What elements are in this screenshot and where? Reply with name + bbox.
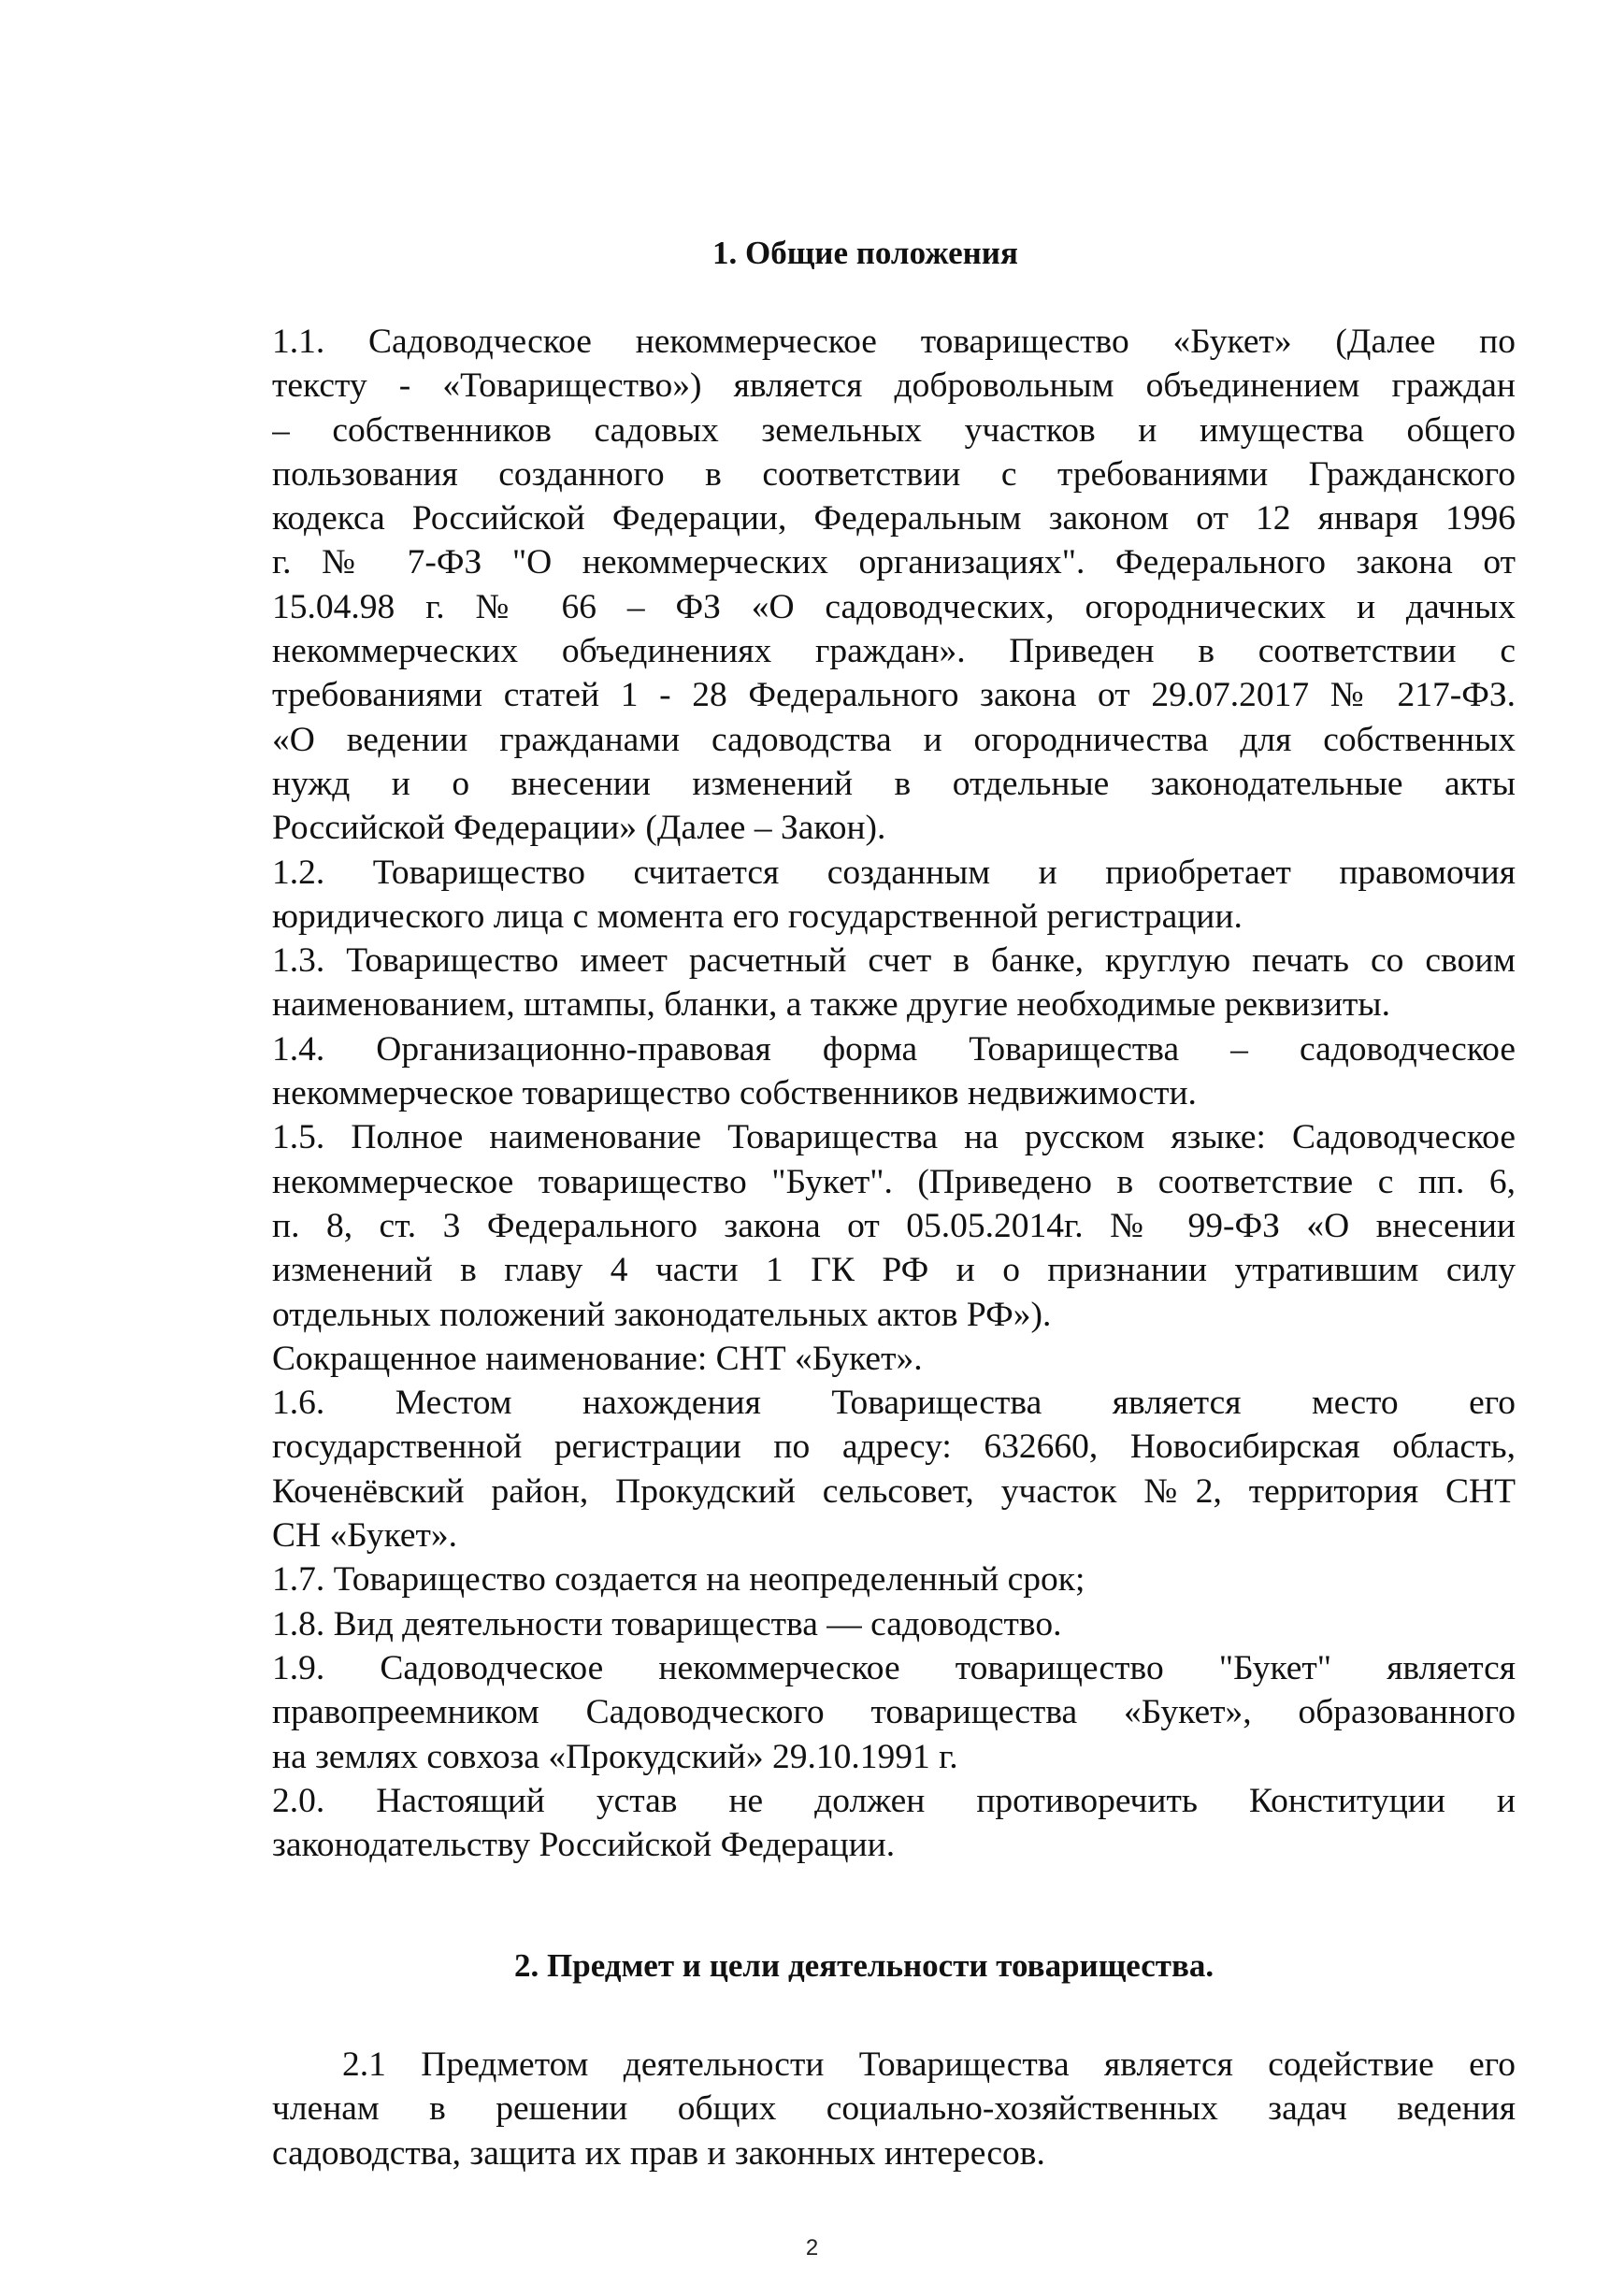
text-line: государственной регистрации по адресу: 632660, Новосибирская область, xyxy=(272,1428,1516,1467)
text-line: 1.5. Полное наименование Товарищества на русском языке: Садоводческое xyxy=(272,1118,1516,1157)
text-line: 1.2. Товарищество считается созданным и приобретает правомочия xyxy=(272,853,1516,892)
text-line: садоводства, защита их прав и законных интересов. xyxy=(272,2133,1045,2173)
text-line: п. 8, ст. 3 Федерального закона от 05.05.2014г. № 99-ФЗ «О внесении xyxy=(272,1206,1516,1245)
section-2-heading: 2. Предмет и цели деятельности товарищества. xyxy=(514,1947,1214,1984)
page-number: 2 xyxy=(805,2235,819,2260)
text-line: 1.6. Местом нахождения Товарищества является место его xyxy=(272,1384,1516,1423)
text-line: нужд и о внесении изменений в отдельные законодательные акты xyxy=(272,764,1516,803)
text-line: Сокращенное наименование: СНТ «Букет». xyxy=(272,1339,923,1378)
text-line: правопреемником Садоводческого товарищества «Букет», образованного xyxy=(272,1693,1516,1732)
section-2-body xyxy=(272,2043,1516,2175)
section-1-heading: 1. Общие положения xyxy=(712,235,1018,271)
text-line: 1.7. Товарищество создается на неопределенный срок; xyxy=(272,1560,1085,1600)
text-line: 1.3. Товарищество имеет расчетный счет в банке, круглую печать со своим xyxy=(272,941,1516,981)
text-line: юридического лица с момента его государственной регистрации. xyxy=(272,897,1243,936)
text-line: – собственников садовых земельных участков и имущества общего xyxy=(272,410,1516,450)
text-line: законодательству Российской Федерации. xyxy=(272,1826,896,1865)
text-line: 1.9. Садоводческое некоммерческое товарищество "Букет" является xyxy=(272,1648,1516,1687)
text-line: 1.4. Организационно-правовая форма Товарищества – садоводческое xyxy=(272,1029,1516,1069)
section-1-body xyxy=(272,320,1516,1867)
text-line: требованиями статей 1 - 28 Федерального закона от 29.07.2017 № 217-ФЗ. xyxy=(272,676,1516,715)
text-line: кодекса Российской Федерации, Федеральным законом от 12 января 1996 xyxy=(272,499,1516,538)
text-line: 2.1 Предметом деятельности Товарищества является содействие его xyxy=(342,2045,1516,2084)
text-line: Российской Федерации» (Далее – Закон). xyxy=(272,809,886,848)
text-line: 1.1. Садоводческое некоммерческое товарищество «Букет» (Далее по xyxy=(272,323,1516,361)
text-line: наименованием, штампы, бланки, а также другие необходимые реквизиты. xyxy=(272,985,1390,1025)
text-line: тексту - «Товарищество») является добровольным объединением граждан xyxy=(272,366,1516,406)
text-line: СН «Букет». xyxy=(272,1516,458,1556)
text-line: некоммерческих объединениях граждан». Приведен в соответствии с xyxy=(272,632,1516,671)
text-line: на землях совхоза «Прокудский» 29.10.1991 г. xyxy=(272,1737,958,1776)
text-line: 1.8. Вид деятельности товарищества — садоводство. xyxy=(272,1604,1062,1643)
text-line: пользования созданного в соответствии с требованиями Гражданского xyxy=(272,454,1516,494)
text-line: некоммерческое товарищество собственников недвижимости. xyxy=(272,1074,1197,1113)
text-line: 2.0. Настоящий устав не должен противоречить Конституции и xyxy=(272,1781,1516,1820)
text-line: г. № 7-ФЗ "О некоммерческих организациях". Федерального закона от xyxy=(272,543,1516,582)
text-line: «О ведении гражданами садоводства и огородничества для собственных xyxy=(272,720,1516,759)
text-line: 15.04.98 г. № 66 – ФЗ «О садоводческих, огороднических и дачных xyxy=(272,587,1516,626)
text-line: членам в решении общих социально-хозяйственных задач ведения xyxy=(272,2089,1516,2129)
text-line: отдельных положений законодательных актов РФ»). xyxy=(272,1295,1052,1334)
text-line: изменений в главу 4 части 1 ГК РФ и о признании утратившим силу xyxy=(272,1251,1516,1290)
text-line: Коченёвский район, Прокудский сельсовет, участок №2, территория СНТ xyxy=(272,1471,1516,1511)
text-line: некоммерческое товарищество "Букет". (Приведено в соответствие с пп. 6, xyxy=(272,1162,1516,1201)
